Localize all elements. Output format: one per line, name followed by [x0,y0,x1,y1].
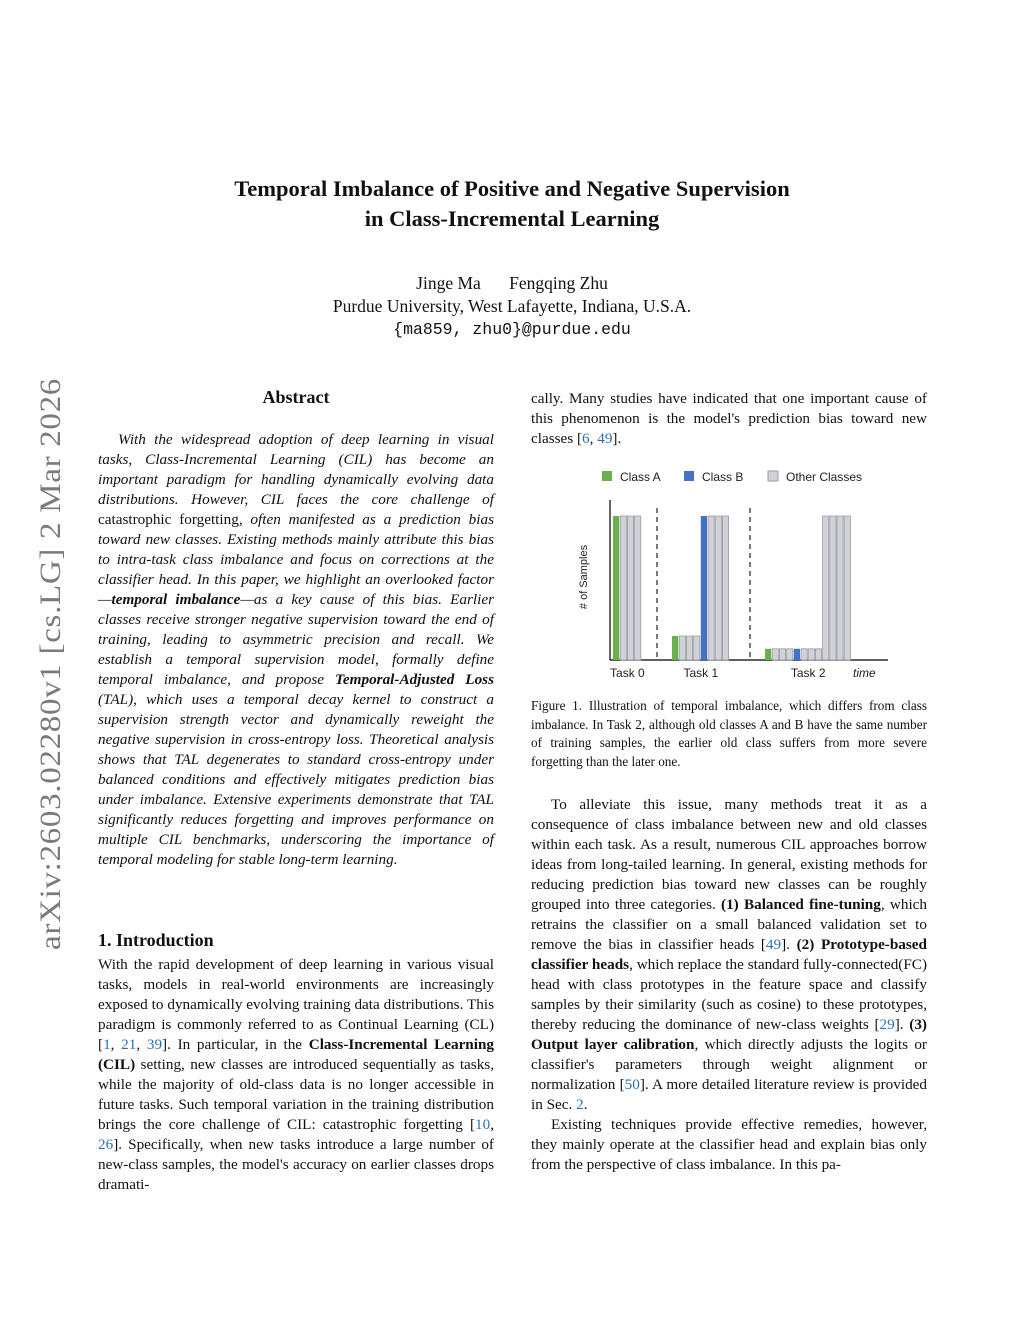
citation-link[interactable]: 39 [146,1036,163,1053]
citation-link[interactable]: 49 [765,936,782,953]
bar-task-0-2 [627,516,633,660]
x-tick-task-2: Task 2 [790,666,826,680]
author-name: Jinge Ma [416,273,481,293]
bold-text: (3) Output layer calibration [531,1016,927,1053]
email[interactable]: {ma859, zhu0}@purdue.edu [393,320,631,339]
bar-task-1-3 [694,636,700,660]
abstract-part: (TAL), which uses a temporal decay kernel to construct a supervision strength vector and dynamically reweight the negative supervision in cross-entropy loss. Theoretical analysis shows that TAL degenerates to standard cross-entropy under balanced conditions and effectively mitigates prediction bias under imbalance. Extensive experiments demonstrate that TAL significantly reduces forgetting and improves performance on multiple CIL benchmarks, underscoring the importance of temporal modeling for stable long-term learning. [98,691,494,868]
abstract-part: , often manifested as a prediction bias toward new classes. Existing methods mainly attribute this bias to intra-task class imbalance and focus on corrections at the classifier head. In this paper, we highlight an overlooked factor— [98,511,494,608]
x-tick-task-1: Task 1 [683,666,719,680]
citation-link[interactable]: 10 [475,1116,491,1133]
y-axis-label: # of Samples [578,544,590,610]
bar-task-2-6 [808,649,814,660]
bar-task-0-1 [620,516,626,660]
bar-task-2-0 [765,649,771,660]
arxiv-stamp [30,375,70,950]
figure-1-chart [560,460,900,690]
author-names [0,272,1024,295]
text-part: cally. Many studies have indicated that one important cause of this phenomenon is the model's prediction bias toward new classes [ [531,390,927,447]
bar-task-2-5 [801,649,807,660]
bar-task-0-3 [635,516,641,660]
intro-bold: Class-Incremental Learning (CIL) [98,1036,495,1073]
text-part: ]. A more detailed literature review is provided in Sec. [531,1076,927,1113]
legend-label-other-classes: Other Classes [786,470,863,484]
abstract-part: With the widespread adoption of deep learning in visual tasks, Class-Incremental Learning (CIL) has become an important paradigm for handling dynamically evolving data distributions. However, CIL faces the core challenge of [98,431,494,508]
bar-task-2-4 [794,649,800,660]
bar-task-2-3 [787,649,793,660]
bar-task-0-0 [613,516,619,660]
bar-task-2-9 [830,516,836,660]
bar-task-1-7 [722,516,728,660]
abstract-text [98,430,494,870]
citation-link[interactable]: 6 [582,430,590,447]
citation-link[interactable]: 50 [624,1076,640,1093]
x-tick-task-0: Task 0 [610,666,645,680]
bar-task-1-4 [701,516,707,660]
legend-swatch-class-b [684,471,694,481]
abstract-part: —as a key cause of this bias. Earlier classes receive stronger negative supervision toward the end of training, leading to asymmetric precision and recall. We establish a temporal supervision model, formally define temporal imbalance, and propose [98,591,494,688]
legend-swatch-other-classes [768,471,778,481]
citation-link[interactable]: 49 [597,430,613,447]
title-line-2: in Class-Incremental Learning [364,206,660,231]
text-part: ]. [612,430,622,447]
bar-task-1-6 [715,516,721,660]
text-part: ]. [894,1016,910,1033]
legend-swatch-class-a [602,471,612,481]
abstract-heading: Abstract [262,387,330,407]
section-link[interactable]: 2 [576,1096,584,1113]
intro-part: ]. Specifically, when new tasks introduce a large number of new-class samples, the model's accuracy on earlier classes drops dramati- [98,1136,494,1193]
citation-link[interactable]: 21 [121,1036,137,1053]
bar-task-2-11 [844,516,850,660]
intro-part: With the rapid development of deep learning in various visual tasks, models in real-world environments are increasingly exposed to dynamically evolving training data distributions. This paradigm is commonly referred to as Continual Learning (CL) [ [98,956,494,1053]
intro-part: setting, new classes are introduced sequentially as tasks, while the majority of old-class data is no longer accessible in future tasks. Such temporal variation in the training distribution brings the core challenge of CIL: catastrophic forgetting [ [98,1056,494,1133]
intro-part: ]. In particular, in the [162,1036,309,1053]
intro-text: With the rapid development of deep learning in various visual tasks, models in real-world environments are increasingly exposed to dynamically evolving training data distributions. This paradigm is commonly referred to as Continual Learning (CL) [1, 21, 39]. In particular, in the Class-Incremental Learning (CIL) setting, new classes are introduced sequentially as tasks, while the majority of old-class data is no longer accessible in future tasks. Such temporal variation in the training distribution brings the core challenge of CIL: catastrophic forgetting [10, 26]. Specifically, when new tasks introduce a large number of new-class samples, the model's accuracy on earlier classes drops dramati- [98,956,495,1193]
paragraph [531,795,927,1115]
citation-link[interactable]: 26 [98,1136,114,1153]
text-part: , which retrains the classifier on a small balanced validation set to remove the bias in classifier heads [ [531,896,928,953]
text-part: To alleviate this issue, many methods treat it as a consequence of class imbalance between new and old classes within each task. As a result, numerous CIL approaches borrow ideas from long-tailed learning. In general, existing methods for reducing prediction bias toward new classes can be roughly grouped into three categories. [531,796,927,913]
bar-task-1-5 [708,516,714,660]
bar-task-2-7 [815,649,821,660]
x-axis-label: time [853,666,876,680]
bar-task-1-2 [686,636,692,660]
paragraph: Existing techniques provide effective remedies, however, they mainly operate at the classifier head and explain bias only from the perspective of class imbalance. In this pa- [531,1116,927,1173]
bar-task-2-1 [772,649,778,660]
text-part: ]. [781,936,797,953]
citation-link[interactable]: 29 [879,1016,895,1033]
text-part: , which directly adjusts the logits or classifier's parameters through weight alignment or normalization [ [531,1036,927,1093]
bar-task-1-0 [672,636,678,660]
intro-heading: 1. Introduction [98,930,214,950]
paper-title [0,174,1024,234]
bar-task-2-8 [823,516,829,660]
bar-task-2-10 [837,516,843,660]
legend-label-class-a: Class A [620,470,661,484]
author-name: Fengqing Zhu [509,273,608,293]
bar-task-2-2 [779,649,785,660]
arxiv-id: arXiv:2603.02280v1 [cs.LG] 2 Mar 2026 [34,431,67,950]
figure-caption: Figure 1. Illustration of temporal imbalance, which differs from class imbalance. In Task 2, although old classes A and B have the same number of training samples, the earlier old class suffers from more severe forgetting than the later one. [531,698,927,769]
author-block [0,272,1024,341]
citation-link[interactable]: 1 [103,1036,111,1053]
text-part: , which replace the standard fully-connected(FC) head with class prototypes in the feature space and classify samples by their similarity (such as cosine) to these prototypes, thereby reducing the dominance of new-class weights [ [531,956,927,1033]
bold-text: (2) Prototype-based classifier heads [531,936,927,973]
abstract-bold: temporal imbalance [111,591,241,608]
right-column-body [531,795,927,1175]
chart-canvas [560,460,900,690]
bold-text: (1) Balanced fine-tuning [721,896,881,913]
affiliation: Purdue University, West Lafayette, Indiana, U.S.A. [332,296,692,316]
bar-task-1-1 [679,636,685,660]
abstract-upright: catastrophic forgetting [98,511,239,528]
right-column-continuation: cally. Many studies have indicated that one important cause of this phenomenon is the model's prediction bias toward new classes [6, 49]. [531,390,927,447]
abstract-bold: Temporal-Adjusted Loss [335,671,494,688]
text-part: . [583,1096,588,1113]
legend-label-class-b: Class B [702,470,744,484]
title-line-1: Temporal Imbalance of Positive and Negative Supervision [234,176,790,201]
